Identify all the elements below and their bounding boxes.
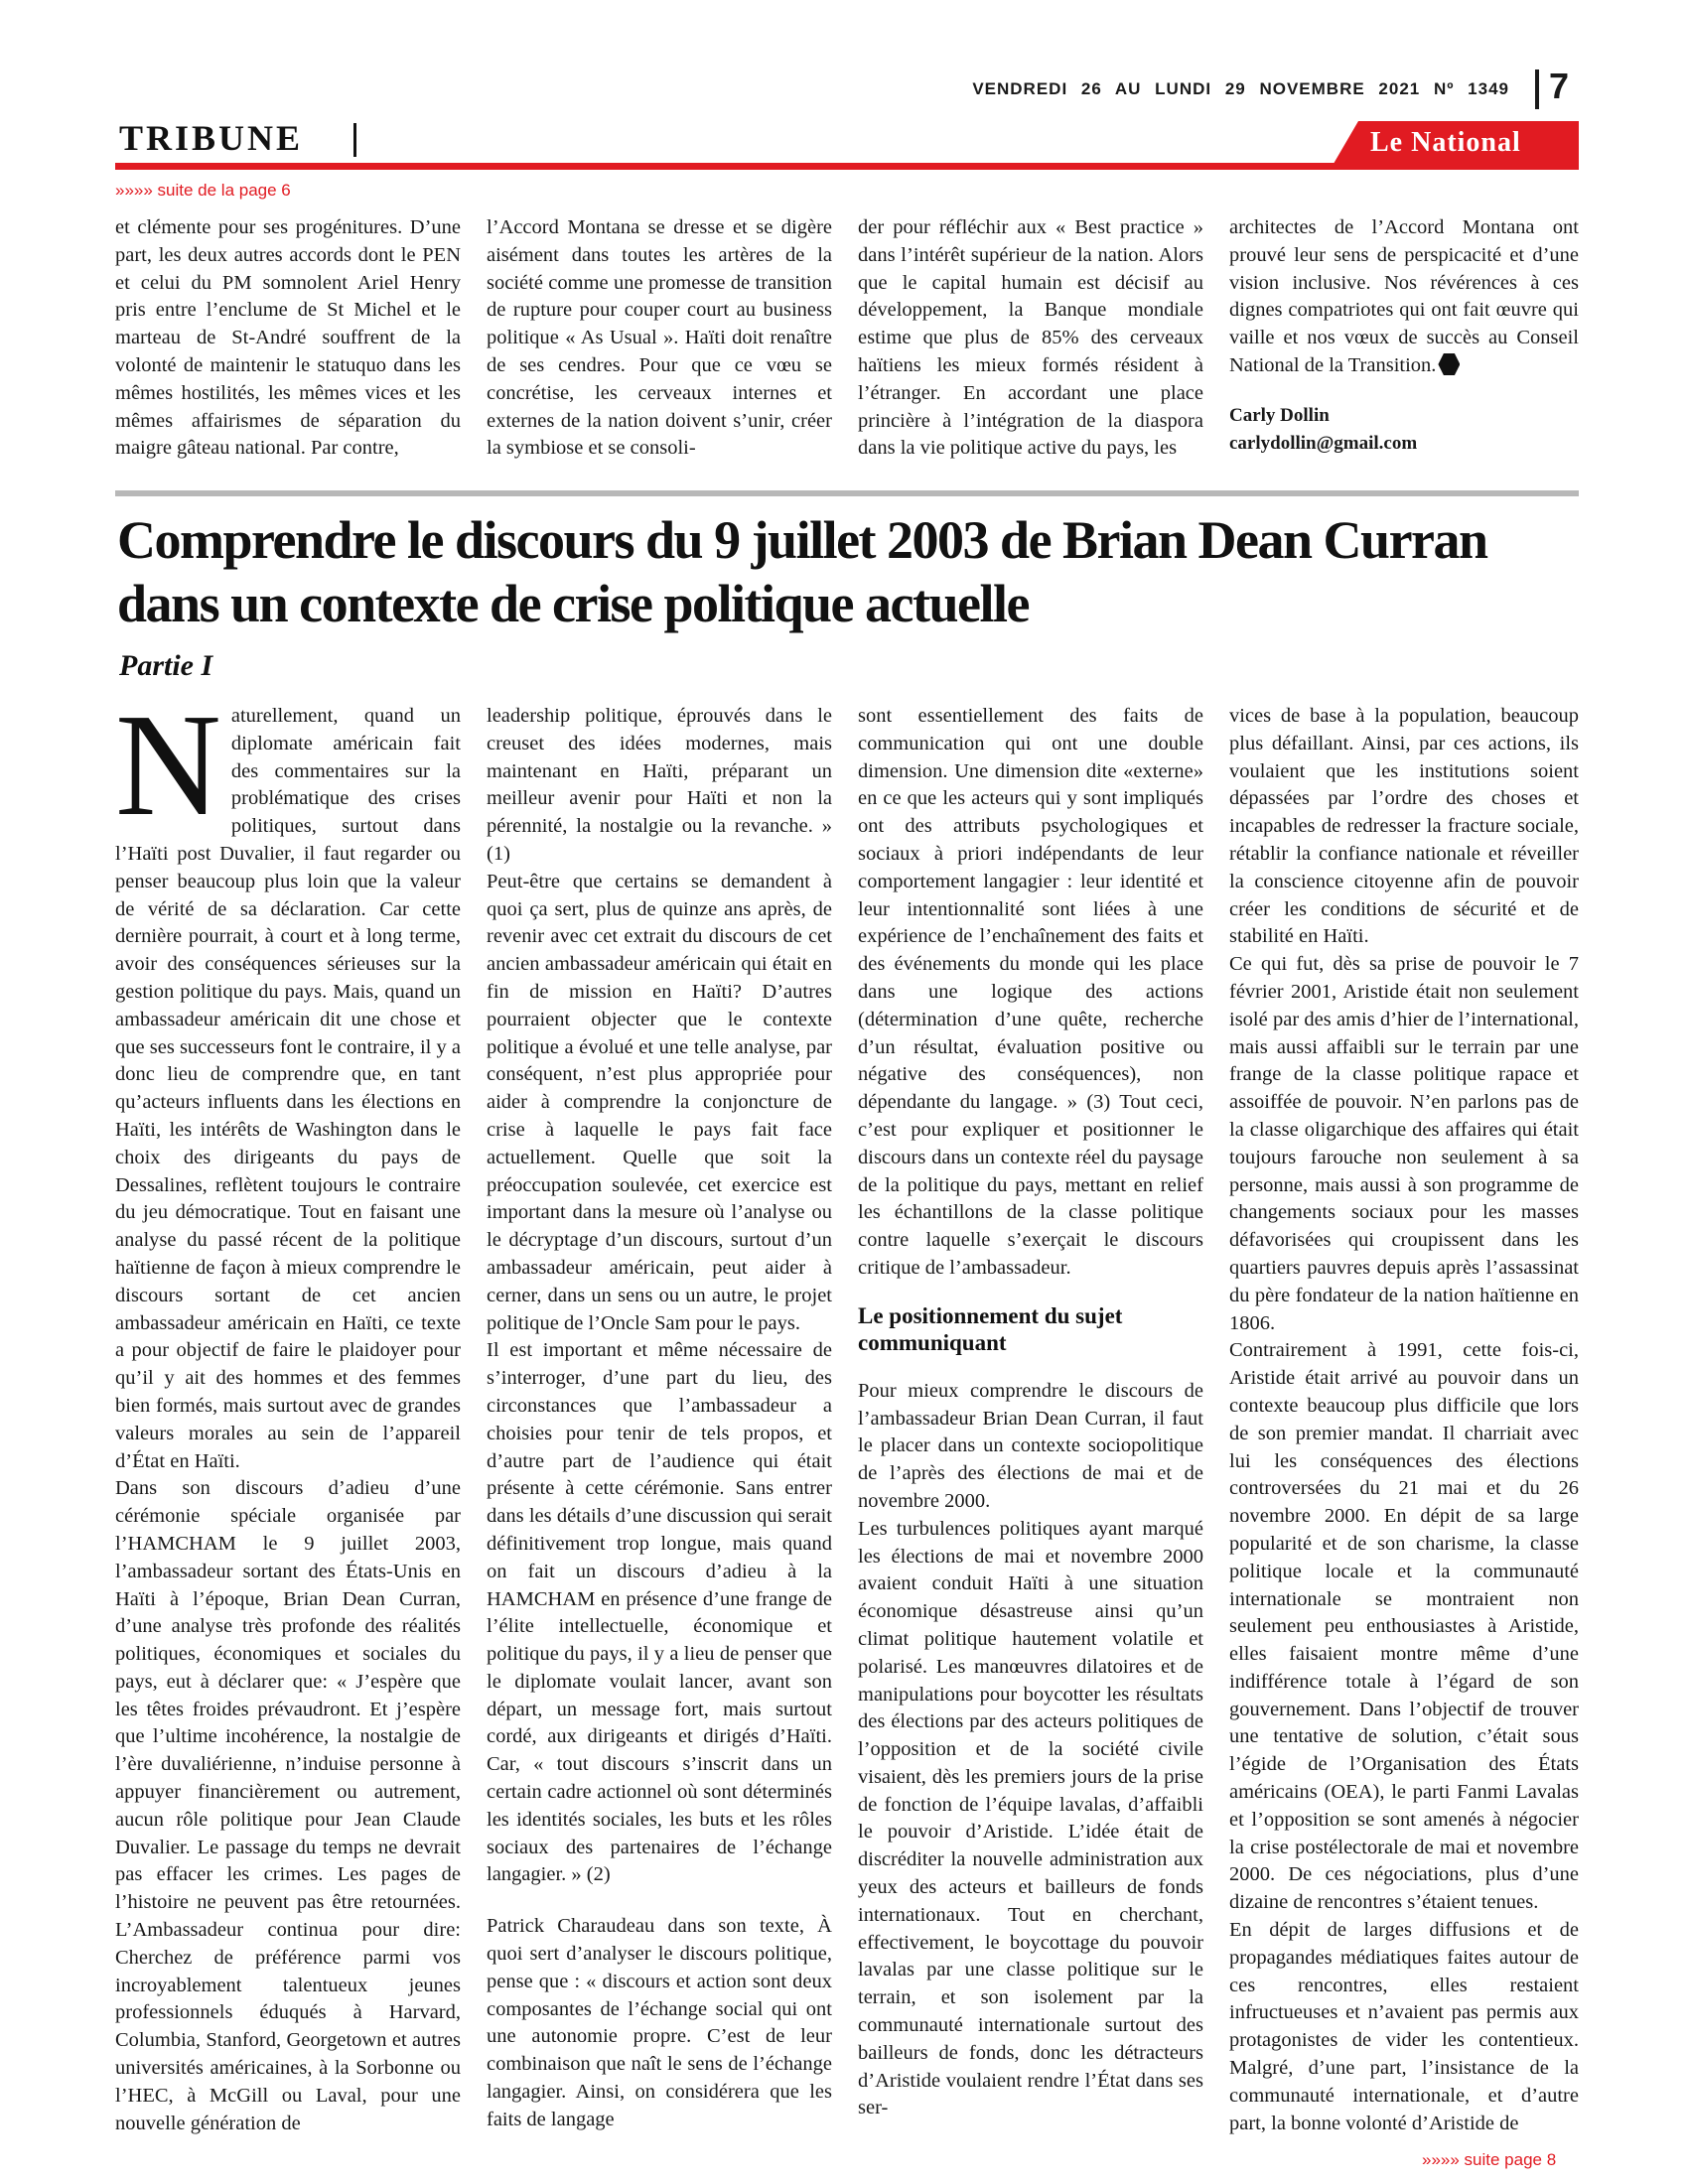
paragraph: Ce qui fut, dès sa prise de pouvoir le 7 février 2001, Aristide était non seulement isolé par des amis d’hier de l’international, mais aussi affaibli sur le terrain par une frange de la classe politique rapace et assoiffée de pouvoir. N’en parlons pas de la classe oligarchique des affaires qui était toujours farouche non seulement à sa personne, mais aussi à son programme de changements sociaux pour les masses défavorisées qui croupissent dans les quartiers pauvres depuis après l’assassinat du père fondateur de la nation haïtienne en 1806. (1229, 953, 1579, 1334)
paragraph: der pour réfléchir aux « Best practice » dans l’intérêt supérieur de la nation. Alors que le capital humain est décisif au développement, la Banque mondiale estime que plus de 85% des cerveaux haïtiens les mieux formés résident à l’étranger. En accordant une place princière à l’intégration de la diaspora dans la vie politique active du pays, les (858, 216, 1203, 460)
author-email[interactable]: carlydollin@gmail.com (1229, 432, 1418, 454)
continued-to-link[interactable]: »»»» suite page 8 (1422, 2150, 1557, 2169)
paragraph: vices de base à la population, beaucoup plus défaillant. Ainsi, par ces actions, ils voulaient que les institutions soient dépassées par l’ordre des choses et incapables de redresser la fracture sociale, rétablir la confiance nationale et réveiller la conscience citoyenne afin de pouvoir créer les conditions de sécurité et de stabilité en Haïti. (1229, 705, 1579, 948)
paragraph: En dépit de larges diffusions et de propagandes médiatiques faites autour de ces rencontres, elles restaient infructueuses et n’avaient pas permis aux protagonistes de vider les contentieux. Malgré, d’une part, l’insistance de la communauté internationale, et d’autre part, la bonne volonté d’Aristide de (1229, 1919, 1579, 2134)
section-divider (353, 123, 356, 157)
paragraph: Les turbulences politiques ayant marqué les élections de mai et novembre 2000 avaient conduit Haïti à une situation économique désastreuse ainsi qu’un climat politique hautement volatile et polarisé. Les manœuvres dilatoires et de manipulations pour boycotter les résultats des élections par des acteurs politiques de l’opposition et de la société civile visaient, dès les premiers jours de la prise de fonction de l’équipe lavalas, d’affaibli le pouvoir d’Aristide. L’idée était de discréditer la nouvelle administration aux yeux des acteurs et bailleurs de fonds internationaux. Tout en cherchant, effectivement, le boycottage du pouvoir lavalas par une classe politique sur le terrain, et son isolement par la communauté internationale surtout des bailleurs de fonds, donc les détracteurs d’Aristide voulaient rendre l’État dans ses ser- (858, 1517, 1203, 2119)
article-separator (115, 490, 1579, 496)
paragraph: l’Accord Montana se dresse et se digère aisément dans toutes les artères de la société comme une promesse de transition de rupture pour couper court au business politique « As Usual ». Haïti doit renaître de ses cendres. Pour que ce vœu se concrétise, les cerveaux internes et externes de la nation doivent s’unir, créer la symbiose et se consoli- (487, 216, 832, 460)
paragraph: Contrairement à 1991, cette fois-ci, Aristide était arrivé au pouvoir dans un contexte beaucoup plus difficile que lors de son premier mandat. Il charriait avec lui les conséquences des élections controversées du 21 mai et du 26 novembre 2000. En dépit de sa large popularité et de son charisme, la classe politique locale et la communauté internationale se montraient non seulement peu enthousiastes à Aristide, elles faisaient montre même d’une indifférence totale à l’égard de son gouvernement. Dans l’objectif de trouver une tentative de solution, c’était sous l’égide de l’Organisation des États américains (OEA), le parti Fanmi Lavalas et l’opposition se sont amenés à négocier la crise postélectorale de mai et novembre 2000. De ces négociations, plus d’une dizaine de rencontres s’étaient tenues. (1229, 1339, 1579, 1914)
section-title: TRIBUNE (119, 118, 304, 158)
closing-text: architectes de l’Accord Montana ont prouvé leur sens de perspicacité et d’une vision inclusive. Nos révérences à ces dignes compatriotes qui ont fait œuvre qui vaille et nos vœux de succès au Conseil National de la Transition. (1229, 216, 1579, 376)
paragraph-gap (487, 1889, 832, 1913)
paragraph: Il est important et même nécessaire de s’interroger, d’une part du lieu, des circonstances que l’ambassadeur a choisies pour tenir de tels propos, et d’autre part de l’audience qui était présente à cette cérémonie. Sans entrer dans les détails d’une discussion qui serait définitivement trop longue, mais quand on fait un discours d’adieu à la HAMCHAM en présence d’une frange de l’élite intellectuelle, économique et politique du pays, il y a lieu de penser que le diplomate voulait lancer, avant son départ, un message fort, mais surtout cordé, aux dirigeants et dirigés d’Haïti. Car, « tout discours s’inscrit dans un certain cadre actionnel où sont déterminés les identités sociales, les buts et les rôles sociaux des partenaires de l’échange langagier. » (2) (487, 1339, 832, 1886)
article-part-label: Partie I (119, 649, 213, 682)
prev-article-column-1 (115, 214, 461, 463)
paragraph: Pour mieux comprendre le discours de l’ambassadeur Brian Dean Curran, il faut le placer dans un contexte sociopolitique de l’après des élections de mai et de novembre 2000. (858, 1379, 1203, 1512)
brand-name: Le National (1370, 127, 1521, 158)
prev-article-column-3 (858, 214, 1203, 463)
article-headline: Comprendre le discours du 9 juillet 2003 de Brian Dean Curran dans un contexte de crise politique actuelle (117, 510, 1487, 633)
prev-article-column-2 (487, 214, 832, 463)
drop-cap: N (115, 684, 221, 847)
paragraph: et clémente pour ses progénitures. D’une part, les deux autres accords dont le PEN et celui du PM somnolent Ariel Henry pris entre l’enclume de St Michel et le marteau de St-André souffrent de la volonté de maintenir le statuquo dans les mêmes hostilités, les mêmes vices et les mêmes affairismes de séparation du maigre gâteau national. Par contre, (115, 216, 461, 460)
paragraph (115, 684, 461, 1475)
author-signature (1229, 402, 1579, 458)
hexagon-end-mark-icon (1438, 353, 1460, 375)
author-name: Carly Dollin (1229, 404, 1330, 426)
paragraph: Peut-être que certains se demandent à quoi ça sert, plus de quinze ans après, de revenir avec cet extrait du discours de cet ancien ambassadeur américain qui était en fin de mission en Haïti? D’autres pourraient objecter que le contexte politique a évolué et une telle analyse, par conséquent, n’est plus appropriée pour aider à comprendre la conjoncture de crise à laquelle le pays fait face actuellement. Quelle que soit la préoccupation soulevée, cet exercice est important dans la mesure où l’analyse ou le décryptage d’un discours, surtout d’un ambassadeur américain, peut aider à cerner, dans un sens ou un autre, le projet politique de l’Oncle Sam pour le pays. (487, 870, 832, 1334)
continued-from-link[interactable]: »»»» suite de la page 6 (115, 181, 291, 200)
paragraph: sont essentiellement des faits de communication qui ont une double dimension. Une dimension dite «externe» en ce que les acteurs qui y sont impliqués ont des attributs psychologiques et sociaux à priori indépendants de leur comportement langagier : leur identité et leur intentionnalité sont liées à une expérience de l’enchaînement des faits et des événements du monde qui les place dans une logique des actions (détermination d’une quête, recherche d’un résultat, évaluation positive ou négative des conséquences), non dépendante du langage. » (3) Tout ceci, c’est pour expliquer et positionner le discours dans un contexte réel du paysage de la politique du pays, mettant en relief les échantillons de la classe politique contre laquelle s’exerçait le discours critique de l’ambassadeur. (858, 705, 1203, 1279)
article-column-1 (115, 684, 461, 2137)
issue-date-line: VENDREDI 26 AU LUNDI 29 NOVEMBRE 2021 Nº 1349 (972, 79, 1509, 98)
prev-article-column-4 (1229, 214, 1579, 458)
header-divider (1535, 69, 1539, 109)
paragraph: leadership politique, éprouvés dans le creuset des idées modernes, mais maintenant en Haïti, préparant un meilleur avenir pour Haïti et non la pérennité, la nostalgie ou la revanche. » (1) (487, 705, 832, 865)
lead-text: aturellement, quand un diplomate américain fait des commentaires sur la problématique des crises politiques, surtout dans l’Haïti post Duvalier, il faut regarder ou penser beaucoup plus loin que la valeur de vérité de sa déclaration. Car cette dernière pourrait, à court et à long terme, avoir des conséquences sérieuses sur la gestion politique du pays. Mais, quand un ambassadeur américain dit une chose et que ses successeurs font le contraire, il y a donc lieu de comprendre que, en tant qu’acteurs influents dans les élections en Haïti, les intérêts de Washington dans le choix des dirigeants du pays de Dessalines, reflètent toujours le contraire du jeu démocratique. Tout en faisant une analyse du passé récent de la politique haïtienne de façon à mieux comprendre le discours sortant de cet ancien ambassadeur américain en Haïti, ce texte a pour objectif de faire le plaidoyer pour qu’il y ait des hommes et des femmes bien formés, mais surtout avec de grandes valeurs morales au sein de l’appareil d’État en Haïti. (115, 705, 461, 1472)
article-column-3 (858, 703, 1203, 2122)
page-number: 7 (1549, 66, 1570, 106)
article-column-4 (1229, 703, 1579, 2137)
article-column-2 (487, 703, 832, 2134)
paragraph: Patrick Charaudeau dans son texte, À quoi sert d’analyser le discours politique, pense que : « discours et action sont deux composantes de l’échange social qui ont une autonomie propre. C’est de leur combinaison que naît le sens de l’échange langagier. Ainsi, on considérera que les faits de langage (487, 1915, 832, 2130)
paragraph (1229, 214, 1579, 380)
header-rule (115, 163, 1579, 170)
paragraph: Dans son discours d’adieu d’une cérémonie spéciale organisée par l’HAMCHAM le 9 juillet 2003, l’ambassadeur sortant des États-Unis en Haïti à l’époque, Brian Dean Curran, d’une analyse très profonde des réalités politiques, économiques et sociales du pays, eut à déclarer que: « J’espère que les têtes froides prévaudront. Et j’espère que l’ultime incohérence, la nostalgie de l’ère duvaliérienne, n’induise personne à appuyer financièrement ou autrement, aucun rôle politique pour Jean Claude Duvalier. Le passage du temps ne devrait pas effacer les crimes. Les pages de l’histoire ne peuvent pas être retournées. L’Ambassadeur continua pour dire: Cherchez de préférence parmi vos incroyablement talentueux jeunes professionnels éduqués à Harvard, Columbia, Stanford, Georgetown et autres universités américaines, à la Sorbonne ou l’HEC, à McGill ou Laval, pour une nouvelle génération de (115, 1477, 461, 2134)
subsection-heading: Le positionnement du sujet communiquant (858, 1302, 1123, 1355)
